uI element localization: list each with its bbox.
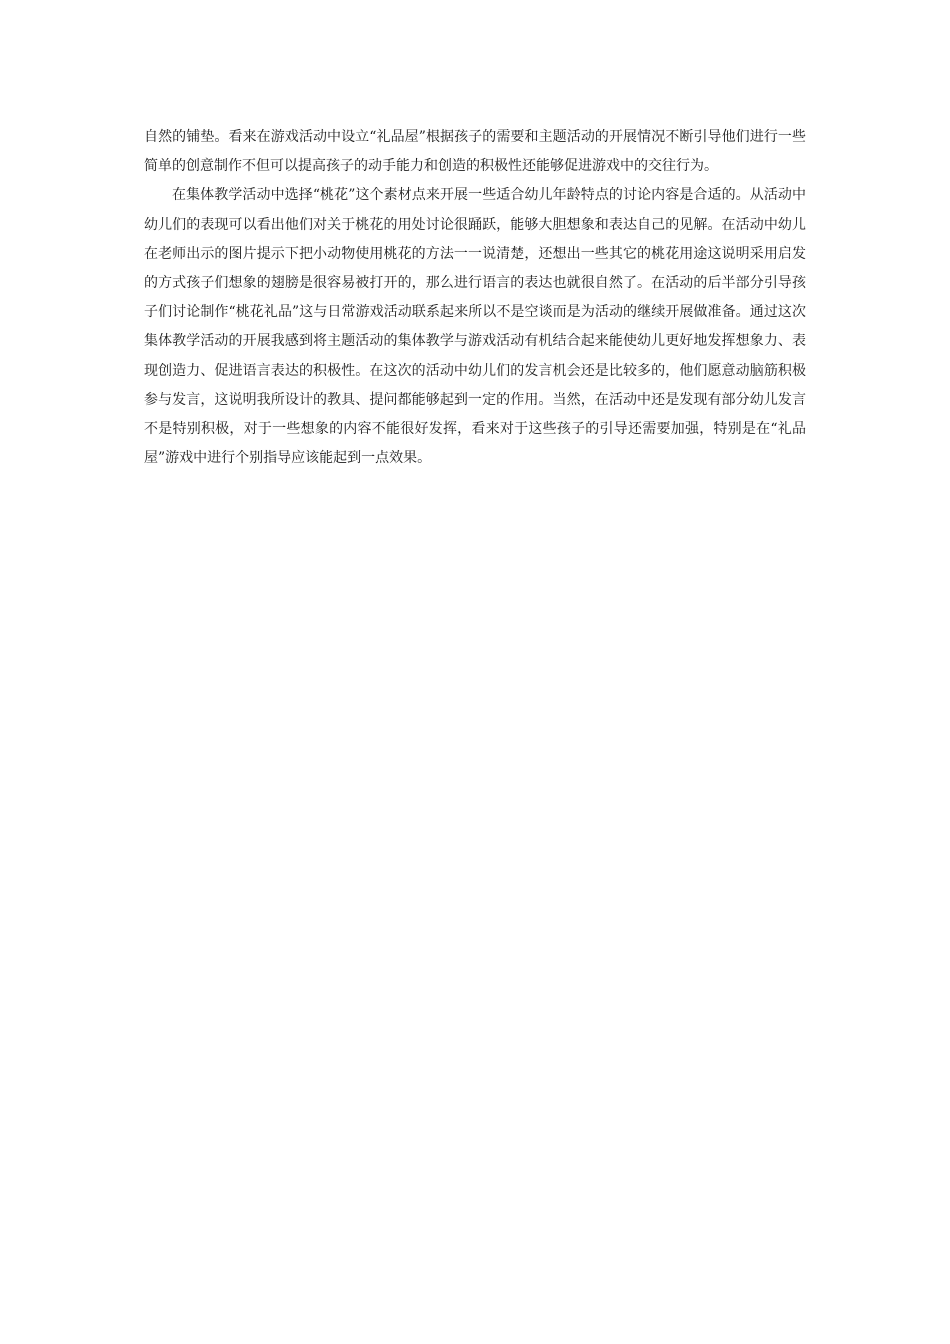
paragraph-reflection: 在集体教学活动中选择“桃花”这个素材点来开展一些适合幼儿年龄特点的讨论内容是合适的。从活动中幼儿们的表现可以看出他们对关于桃花的用处讨论很踊跃，能够大胆想象和表达自己的见解。在活动中幼儿在老师出示的图片提示下把小动物使用桃花的方法一一说清楚，还想出一些其它的桃花用途这说明采用启发的方式孩子们想象的翅膀是很容易被打开的，那么进行语言的表达也就很自然了。在活动的后半部分引导孩子们讨论制作“桃花礼品”这与日常游戏活动联系起来所以不是空谈而是为活动的继续开展做准备。通过这次集体教学活动的开展我感到将主题活动的集体教学与游戏活动有机结合起来能使幼儿更好地发挥想象力、表现创造力、促进语言表达的积极性。在这次的活动中幼儿们的发言机会还是比较多的，他们愿意动脑筋积极参与发言，这说明我所设计的教具、提问都能够起到一定的作用。当然，在活动中还是发现有部分幼儿发言不是特别积极，对于一些想象的内容不能很好发挥，看来对于这些孩子的引导还需要加强，特别是在“礼品屋”游戏中进行个别指导应该能起到一点效果。 <box>144 187 806 467</box>
paragraph-continuation: 自然的铺垫。看来在游戏活动中设立“礼品屋”根据孩子的需要和主题活动的开展情况不断引导他们进行一些简单的创意制作不但可以提高孩子的动手能力和创造的积极性还能够促进游戏中的交往行为。 <box>144 129 806 175</box>
document-body <box>144 123 806 473</box>
